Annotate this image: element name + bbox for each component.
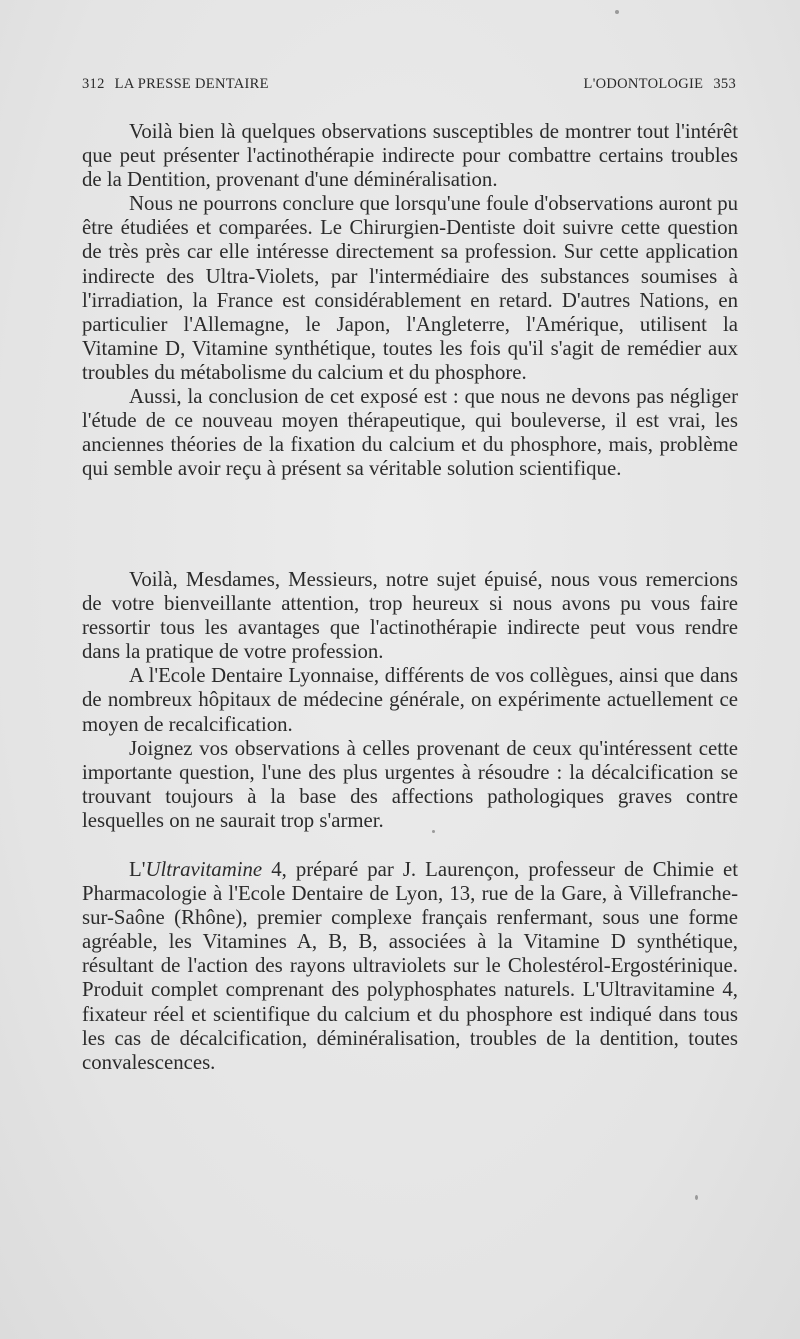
paper-speck bbox=[695, 1195, 698, 1200]
paragraph: Nous ne pourrons conclure que lorsqu'une foule d'observations auront pu être étudiées et comparées. Le Chirurgien-Dentiste doit suivre cette question de très près car elle intéresse directement sa profession. Sur cette application indirecte des Ultra-Violets, par l'intermédiaire des substances soumises à l'irradiation, la France est considérablement en retard. D'autres Nations, en particulier l'Allemagne, le Japon, l'Angleterre, l'Amérique, utilisent la Vitamine D, Vitamine synthétique, toutes les fois qu'il s'agit de remédier aux troubles du métabolisme du calcium et du phosphore. bbox=[82, 192, 738, 384]
paper-speck bbox=[432, 830, 435, 833]
paper-speck bbox=[615, 10, 619, 14]
advertisement-section bbox=[82, 858, 738, 1075]
paragraph: Voilà bien là quelques observations susceptibles de montrer tout l'intérêt que peut présenter l'actinothérapie indirecte pour combattre certains troubles de la Dentition, provenant d'une déminéralisation. bbox=[82, 120, 738, 192]
ad-prefix: L' bbox=[129, 858, 146, 881]
ad-text: 4, préparé par J. Laurençon, professeur de Chimie et Pharmacologie à l'Ecole Dentaire de Lyon, 13, rue de la Gare, à Villefranche-sur-Saône (Rhône), premier complexe français renfermant, sous une forme agréable, les Vitamines A, B, B, associées à la Vitamine D synthétique, résultant de l'action des rayons ultraviolets sur le Cholestérol-Ergostérinique. Produit complet comprenant des polyphosphates naturels. L'Ultravitamine 4, fixateur réel et scientifique du calcium et du phosphore est indiqué dans tous les cas de décalcification, déminéralisation, troubles de la dentition, toutes convalescences. bbox=[82, 858, 738, 1074]
closing-remarks-section bbox=[82, 568, 738, 833]
left-journal-title: LA PRESSE DENTAIRE bbox=[114, 76, 269, 92]
running-header bbox=[82, 76, 736, 96]
left-page-number: 312 bbox=[82, 76, 105, 92]
right-page-number: 353 bbox=[713, 76, 736, 92]
paragraph: Aussi, la conclusion de cet exposé est : que nous ne devons pas négliger l'étude de ce nouveau moyen thérapeutique, qui bouleverse, il est vrai, les anciennes théories de la fixation du calcium et du phosphore, mais, problème qui semble avoir reçu à présent sa véritable solution scientifique. bbox=[82, 385, 738, 481]
advertisement-paragraph bbox=[82, 858, 738, 1075]
paragraph: Joignez vos observations à celles provenant de ceux qu'intéressent cette importante question, l'une des plus urgentes à résoudre : la décalcification se trouvant toujours à la base des affections pathologiques graves contre lesquelles on ne saurait trop s'armer. bbox=[82, 736, 738, 832]
conclusion-section bbox=[82, 120, 738, 481]
product-name: Ultravitamine bbox=[145, 858, 263, 881]
paragraph: Voilà, Mesdames, Messieurs, notre sujet épuisé, nous vous remercions de votre bienveillante attention, trop heureux si nous avons pu vous faire ressortir tous les avantages que l'actinothérapie indirecte peut vous rendre dans la pratique de votre profession. bbox=[82, 568, 738, 664]
paragraph: A l'Ecole Dentaire Lyonnaise, différents de vos collègues, ainsi que dans de nombreux hôpitaux de médecine générale, on expérimente actuellement ce moyen de recalcification. bbox=[82, 664, 738, 736]
right-journal-title: L'ODONTOLOGIE bbox=[583, 76, 704, 92]
header-left bbox=[82, 76, 269, 93]
header-right bbox=[584, 76, 736, 93]
